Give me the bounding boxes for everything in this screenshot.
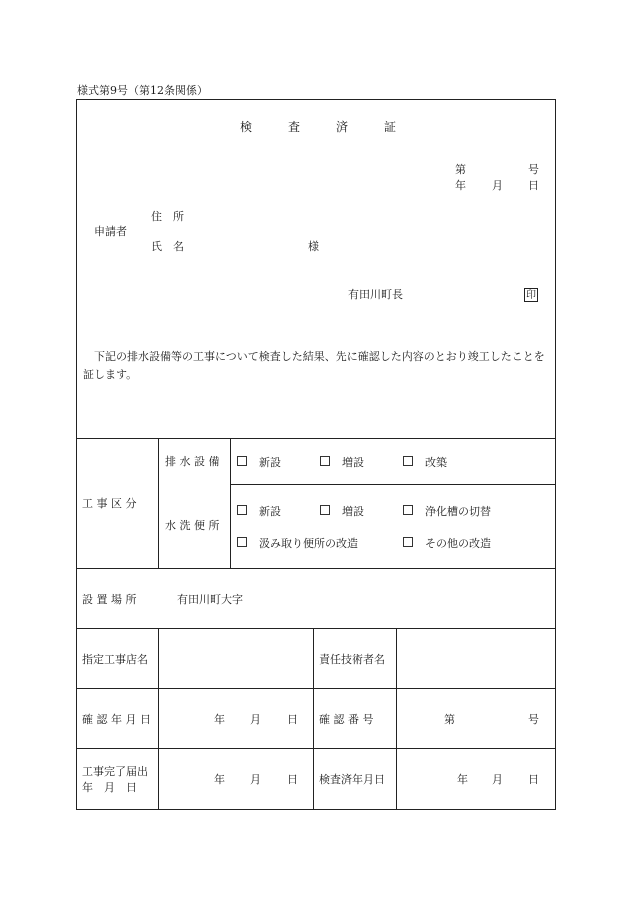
- toilet-label: 水 洗 便 所: [165, 519, 220, 532]
- confirmation-number-label: 確 認 番 号: [319, 713, 374, 726]
- certification-statement: 下記の排水設備等の工事について検査した結果、先に確認した内容のとおり竣工したことを証します。: [83, 350, 545, 381]
- confirmation-go: 号: [528, 713, 539, 726]
- col-divider-1b: [158, 628, 159, 809]
- address-label: 住 所: [151, 210, 184, 223]
- drainage-option-expand[interactable]: 増設: [320, 456, 364, 468]
- applicant-label: 申請者: [94, 225, 127, 238]
- name-label: 氏 名: [151, 240, 184, 253]
- col-divider-2: [230, 438, 231, 568]
- divider-contractor: [76, 688, 556, 689]
- confirmation-day: 日: [287, 713, 298, 726]
- drainage-label: 排 水 設 備: [165, 455, 220, 468]
- completion-day: 日: [287, 773, 298, 786]
- issuer-name: 有田川町長: [348, 288, 403, 301]
- completion-label-line2: 年 月 日: [82, 781, 137, 794]
- drainage-option-new[interactable]: 新設: [237, 456, 281, 468]
- inspection-month: 月: [492, 773, 503, 786]
- checkbox-icon: [320, 456, 330, 466]
- form-number: 様式第9号（第12条関係）: [77, 84, 208, 97]
- col-divider-3: [313, 628, 314, 809]
- location-label: 設 置 場 所: [82, 593, 137, 606]
- completion-month: 月: [250, 773, 261, 786]
- divider-confirmation: [76, 748, 556, 749]
- toilet-option-other-conversion[interactable]: その他の改造: [403, 537, 491, 549]
- construction-category-label: 工 事 区 分: [82, 497, 137, 510]
- confirmation-month: 月: [250, 713, 261, 726]
- toilet-option-septic-switch[interactable]: 浄化槽の切替: [403, 505, 491, 517]
- seal-mark: 印: [526, 290, 536, 301]
- checkbox-icon: [237, 456, 247, 466]
- engineer-label: 責任技術者名: [319, 653, 385, 666]
- checkbox-icon: [403, 505, 413, 515]
- title-char-2: 査: [288, 120, 301, 134]
- col-divider-1a: [158, 438, 159, 568]
- cert-go: 号: [528, 163, 539, 176]
- divider-construction: [76, 568, 556, 569]
- inspection-year: 年: [457, 773, 468, 786]
- title-char-3: 済: [336, 120, 349, 134]
- inspection-date-label: 検査済年月日: [319, 773, 385, 786]
- checkbox-icon: [237, 505, 247, 515]
- divider-top-section: [76, 438, 556, 439]
- checkbox-icon: [403, 456, 413, 466]
- drainage-option-rebuild[interactable]: 改築: [403, 456, 447, 468]
- inspection-day: 日: [528, 773, 539, 786]
- divider-drainage-toilet: [230, 484, 556, 485]
- toilet-option-new[interactable]: 新設: [237, 505, 281, 517]
- title-char-4: 証: [384, 120, 397, 134]
- checkbox-icon: [237, 537, 247, 547]
- completion-label-line1: 工事完了届出: [82, 765, 148, 778]
- checkbox-icon: [403, 537, 413, 547]
- col-divider-4: [396, 628, 397, 809]
- toilet-option-expand[interactable]: 増設: [320, 505, 364, 517]
- contractor-label: 指定工事店名: [82, 653, 148, 666]
- checkbox-icon: [320, 505, 330, 515]
- toilet-option-pit-conversion[interactable]: 汲み取り便所の改造: [237, 537, 358, 549]
- certificate-frame: [76, 99, 556, 810]
- confirmation-date-label: 確 認 年 月 日: [82, 713, 151, 726]
- cert-month: 月: [492, 179, 503, 192]
- cert-day: 日: [528, 179, 539, 192]
- cert-year: 年: [455, 179, 466, 192]
- divider-location: [76, 628, 556, 629]
- title-char-1: 検: [240, 120, 253, 134]
- honorific-sama: 様: [308, 240, 319, 253]
- cert-dai: 第: [455, 163, 466, 176]
- confirmation-year: 年: [214, 713, 225, 726]
- location-value: 有田川町大字: [177, 593, 243, 606]
- confirmation-dai: 第: [444, 713, 455, 726]
- completion-year: 年: [214, 773, 225, 786]
